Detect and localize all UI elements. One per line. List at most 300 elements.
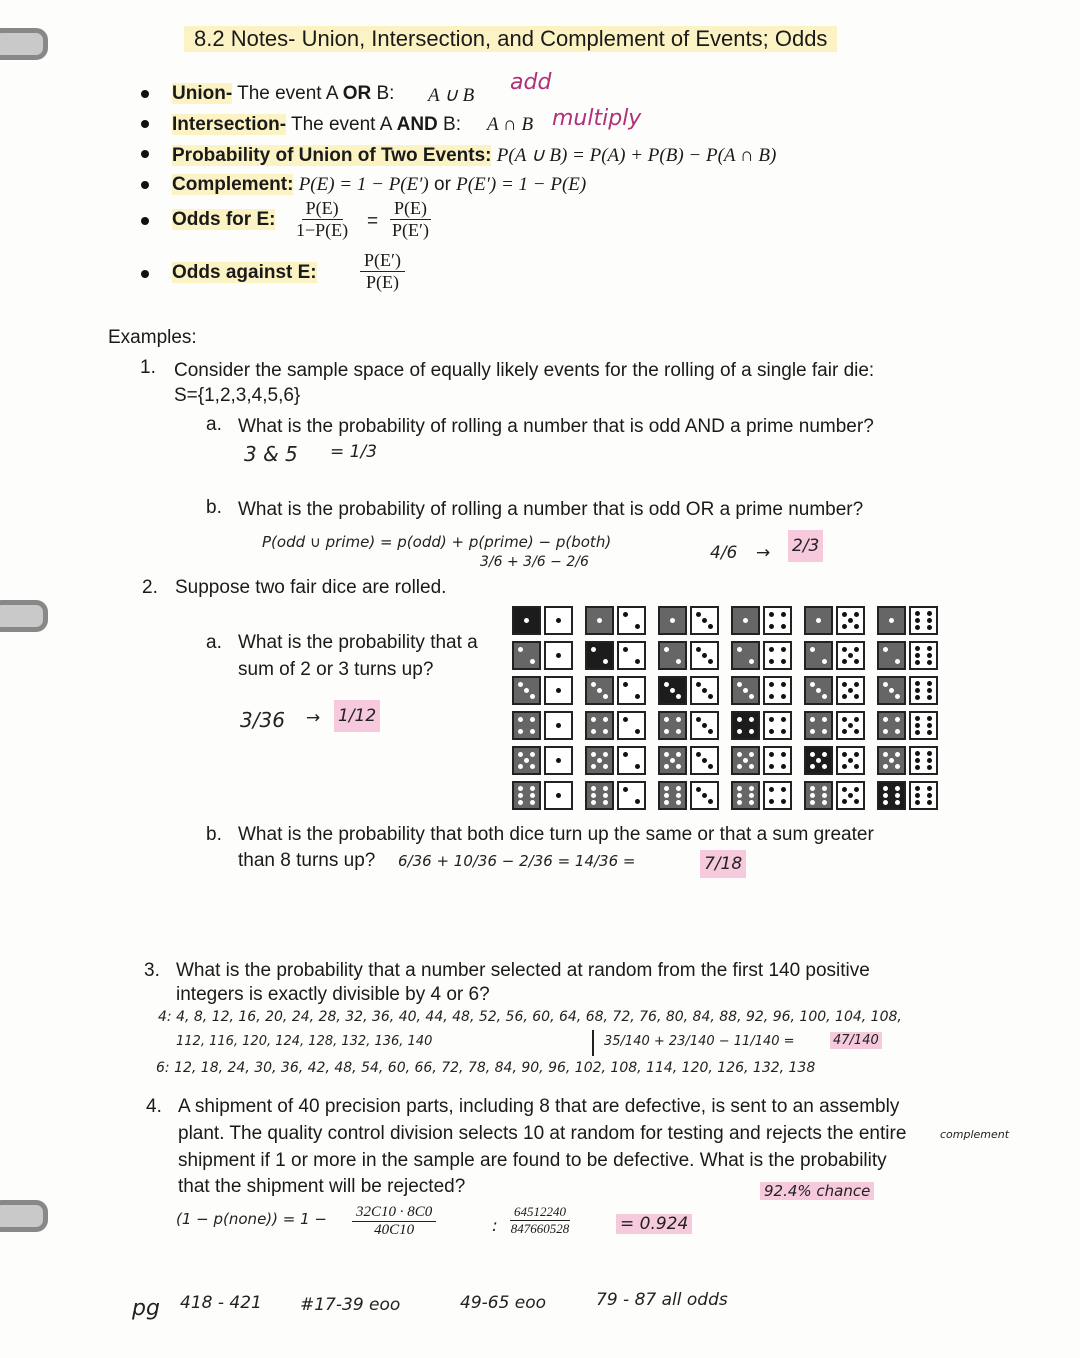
die-face-3 (690, 746, 719, 775)
pip (927, 618, 932, 623)
dice-pair (658, 781, 726, 811)
die-face-1 (658, 606, 687, 635)
pip (883, 800, 888, 805)
question-number: 4. (146, 1096, 162, 1117)
dice-pair (731, 641, 799, 671)
pip (664, 647, 669, 652)
pip (781, 612, 786, 617)
die-face-2 (512, 641, 541, 670)
pip (842, 659, 847, 664)
dice-pair (658, 746, 726, 776)
pip (895, 800, 900, 805)
union-probability: Probability of Union of Two Events: P(A ∪ B) = P(A) + P(B) − P(A ∩ B) (172, 145, 777, 166)
final-answer: 47/140 (830, 1032, 882, 1049)
pip (927, 723, 932, 728)
odds-against-label: Odds against E: (172, 262, 317, 283)
pip (530, 694, 535, 699)
pip (769, 799, 774, 804)
pip (822, 694, 827, 699)
pip (927, 681, 932, 686)
pip (676, 764, 681, 769)
bullet (141, 120, 149, 128)
die-face-2 (617, 711, 646, 740)
pip (603, 764, 608, 769)
pip (676, 694, 681, 699)
pip (556, 793, 561, 798)
pip (810, 717, 815, 722)
pip (810, 764, 815, 769)
die-face-3 (658, 676, 687, 705)
handwritten-work: 3 & 5 (244, 442, 298, 466)
dice-pair (585, 606, 653, 636)
dice-pair (585, 676, 653, 706)
die-face-4 (585, 711, 614, 740)
die-face-6 (909, 746, 938, 775)
pip (883, 793, 888, 798)
pip (591, 786, 596, 791)
pip (895, 764, 900, 769)
pip (664, 752, 669, 757)
pip (889, 758, 894, 763)
pip (927, 625, 932, 630)
die-face-1 (731, 606, 760, 635)
pip (810, 786, 815, 791)
die-face-4 (804, 711, 833, 740)
pip (854, 799, 859, 804)
die-face-5 (836, 641, 865, 670)
die-face-5 (804, 746, 833, 775)
dice-pair (512, 606, 580, 636)
pip (842, 694, 847, 699)
pip (664, 682, 669, 687)
dice-pair (877, 711, 945, 741)
calc-divider (592, 1030, 594, 1056)
die-face-3 (804, 676, 833, 705)
pip (883, 717, 888, 722)
dice-pair (731, 676, 799, 706)
pip (822, 659, 827, 664)
pip (676, 800, 681, 805)
examples-heading: Examples: (108, 327, 197, 348)
pip (816, 618, 821, 623)
question-3-text: integers is exactly divisible by 4 or 6? (176, 984, 490, 1005)
pip (781, 624, 786, 629)
pip (696, 612, 701, 617)
pip (854, 694, 859, 699)
dice-pair (877, 641, 945, 671)
pip (883, 647, 888, 652)
pip (556, 688, 561, 693)
pip (696, 647, 701, 652)
pip (591, 793, 596, 798)
pip (664, 717, 669, 722)
pip (749, 752, 754, 757)
pip (623, 717, 628, 722)
dice-pair (731, 781, 799, 811)
pip (670, 688, 675, 693)
die-face-3 (877, 676, 906, 705)
pip (696, 717, 701, 722)
pip (915, 786, 920, 791)
pip (895, 659, 900, 664)
pip (635, 729, 640, 734)
die-face-2 (658, 641, 687, 670)
pip (895, 752, 900, 757)
pip (591, 752, 596, 757)
pip (842, 647, 847, 652)
pip (556, 758, 561, 763)
die-face-5 (836, 711, 865, 740)
pip (781, 717, 786, 722)
pip (676, 752, 681, 757)
pip (927, 611, 932, 616)
dice-pair (658, 676, 726, 706)
pip (810, 752, 815, 757)
die-face-6 (909, 676, 938, 705)
pip (635, 659, 640, 664)
pip (915, 758, 920, 763)
pip (749, 786, 754, 791)
pip (883, 682, 888, 687)
pip (524, 688, 529, 693)
dice-pair (658, 711, 726, 741)
pip (623, 682, 628, 687)
bullet (141, 217, 149, 225)
odds-against-fraction: $\frac{P(E')}{P(E)}$ (360, 250, 405, 293)
homework-pages: 418 - 421 (180, 1293, 262, 1313)
pip (603, 729, 608, 734)
die-face-5 (836, 781, 865, 810)
pip (848, 793, 853, 798)
pip (915, 681, 920, 686)
pip (781, 694, 786, 699)
percent-answer: 92.4% chance (760, 1182, 874, 1200)
homework-problems: 79 - 87 all odds (596, 1290, 728, 1310)
question-4-text: A shipment of 40 precision parts, including 8 that are defective, is sent to an assembly (178, 1096, 900, 1117)
pip (749, 764, 754, 769)
pip (810, 647, 815, 652)
pip (915, 625, 920, 630)
die-face-5 (585, 746, 614, 775)
pip (769, 787, 774, 792)
pip (591, 682, 596, 687)
die-face-4 (877, 711, 906, 740)
pip (696, 752, 701, 757)
die-face-4 (763, 711, 792, 740)
pip (842, 764, 847, 769)
die-face-3 (690, 676, 719, 705)
pip (842, 717, 847, 722)
pip (848, 723, 853, 728)
pip (769, 752, 774, 757)
die-face-6 (731, 781, 760, 810)
pip (927, 646, 932, 651)
die-face-5 (658, 746, 687, 775)
pip (676, 793, 681, 798)
pip (603, 694, 608, 699)
pip (781, 752, 786, 757)
final-answer: 7/18 (700, 850, 746, 878)
die-face-1 (804, 606, 833, 635)
pip (769, 682, 774, 687)
question-2a-text: What is the probability that a (238, 632, 478, 653)
pip (676, 786, 681, 791)
pip (915, 688, 920, 693)
pip (518, 729, 523, 734)
die-face-2 (585, 641, 614, 670)
pip (769, 612, 774, 617)
pip (603, 786, 608, 791)
die-face-2 (731, 641, 760, 670)
dice-pair (512, 781, 580, 811)
pip (676, 729, 681, 734)
multiples-of-4: 4: 4, 8, 12, 16, 20, 24, 28, 32, 36, 40, 44, 48, 52, 56, 60, 64, 68, 72, 76, 80, 84, 88, 92, 96, 100, 104, 108, (158, 1009, 902, 1025)
dice-pair (585, 641, 653, 671)
pip (895, 694, 900, 699)
die-face-4 (763, 746, 792, 775)
die-face-2 (877, 641, 906, 670)
pip (769, 694, 774, 699)
pip (822, 793, 827, 798)
pip (664, 800, 669, 805)
pip (927, 695, 932, 700)
dice-pair (731, 606, 799, 636)
die-face-5 (836, 676, 865, 705)
pip (810, 682, 815, 687)
handwritten-work: (1 − p(none)) = 1 − (176, 1210, 327, 1228)
pip (927, 751, 932, 756)
pip (915, 611, 920, 616)
pip (883, 752, 888, 757)
pip (530, 717, 535, 722)
pip (927, 653, 932, 658)
pip (591, 800, 596, 805)
pip (530, 764, 535, 769)
pip (749, 659, 754, 664)
homework-problems: 49-65 eoo (460, 1293, 547, 1313)
dice-pair (804, 641, 872, 671)
pip (749, 717, 754, 722)
pip (854, 659, 859, 664)
pip (769, 764, 774, 769)
die-face-1 (544, 641, 573, 670)
bullet (141, 90, 149, 98)
die-face-6 (909, 641, 938, 670)
die-face-2 (617, 746, 646, 775)
die-face-5 (836, 746, 865, 775)
pip (810, 793, 815, 798)
pip (556, 723, 561, 728)
pip (702, 618, 707, 623)
odds-for-fraction-1: $\frac{P(E)}{1-P(E)}$ (296, 198, 349, 240)
binder-ring (0, 1200, 48, 1232)
pip (518, 647, 523, 652)
pip (743, 758, 748, 763)
die-face-1 (544, 711, 573, 740)
pip (816, 758, 821, 763)
numeric-fraction: $\frac{64512240}{847660528}$ (510, 1204, 570, 1236)
arrow: → (756, 543, 771, 563)
dice-pair (512, 676, 580, 706)
pip (915, 716, 920, 721)
question-number: 2. (142, 577, 158, 598)
final-answer: 1/12 (334, 700, 380, 732)
dice-pair (512, 711, 580, 741)
pip (915, 800, 920, 805)
pip (737, 682, 742, 687)
pip (708, 729, 713, 734)
pip (737, 717, 742, 722)
pip (769, 624, 774, 629)
pip (842, 799, 847, 804)
pip (749, 694, 754, 699)
die-face-3 (690, 641, 719, 670)
handwritten-work: 3/6 + 3/6 − 2/6 (480, 554, 589, 570)
pip (603, 793, 608, 798)
pip (623, 647, 628, 652)
die-face-3 (690, 711, 719, 740)
pip (702, 723, 707, 728)
pip (915, 765, 920, 770)
question-4-text: shipment if 1 or more in the sample are found to be defective. What is the probability (178, 1150, 887, 1171)
die-face-5 (877, 746, 906, 775)
complement-rule: Complement: P(E) = 1 − P(E′) or P(E′) = 1 − P(E) (172, 174, 587, 195)
pip (842, 787, 847, 792)
dice-pair (512, 746, 580, 776)
die-face-4 (763, 781, 792, 810)
pip (743, 618, 748, 623)
pip (670, 758, 675, 763)
bullet (141, 270, 149, 278)
pip (848, 653, 853, 658)
die-face-3 (512, 676, 541, 705)
pip (769, 729, 774, 734)
pip (895, 786, 900, 791)
pip (702, 793, 707, 798)
die-face-6 (877, 781, 906, 810)
dice-pair (585, 746, 653, 776)
bullet (141, 181, 149, 189)
handwritten-work: P(odd ∪ prime) = p(odd) + p(prime) − p(both) (262, 533, 612, 551)
dice-pair (585, 711, 653, 741)
pip (915, 618, 920, 623)
pip (518, 800, 523, 805)
pip (708, 659, 713, 664)
dice-pair (877, 606, 945, 636)
pip (822, 752, 827, 757)
equals-sign: = (367, 211, 379, 232)
die-face-6 (585, 781, 614, 810)
pip (603, 659, 608, 664)
pip (842, 682, 847, 687)
pip (915, 793, 920, 798)
pip (854, 764, 859, 769)
dice-pair (877, 746, 945, 776)
handwritten-work: 6/36 + 10/36 − 2/36 = 14/36 = (398, 852, 636, 870)
question-2-text: Suppose two fair dice are rolled. (175, 577, 447, 598)
question-1-text: Consider the sample space of equally likely events for the rolling of a single fair die: (174, 360, 875, 381)
pip (915, 660, 920, 665)
die-face-1 (585, 606, 614, 635)
pip (842, 624, 847, 629)
pip (749, 800, 754, 805)
dice-pair (804, 781, 872, 811)
die-face-5 (836, 606, 865, 635)
pip (530, 729, 535, 734)
combination-fraction: $\frac{32C10 \cdot 8C0}{40C10}$ (352, 1204, 436, 1239)
pip (854, 752, 859, 757)
pip (556, 653, 561, 658)
pip (854, 717, 859, 722)
die-face-5 (512, 746, 541, 775)
pip (915, 751, 920, 756)
pip (702, 758, 707, 763)
pip (842, 729, 847, 734)
pip (518, 793, 523, 798)
die-face-3 (690, 606, 719, 635)
pip (737, 786, 742, 791)
pip (822, 717, 827, 722)
question-1b-text: What is the probability of rolling a number that is odd OR a prime number? (238, 499, 864, 520)
pip (737, 752, 742, 757)
pip (737, 793, 742, 798)
dice-pair (731, 746, 799, 776)
pip (749, 729, 754, 734)
question-2b-text: than 8 turns up? (238, 850, 376, 871)
die-face-1 (544, 781, 573, 810)
question-number: 3. (144, 960, 160, 981)
question-number: 1. (140, 357, 156, 378)
intersection-symbol: A ∩ B (487, 114, 534, 135)
pip (597, 758, 602, 763)
pip (664, 793, 669, 798)
pip (708, 624, 713, 629)
die-face-2 (617, 606, 646, 635)
dice-pair (877, 781, 945, 811)
dice-pair (658, 606, 726, 636)
pip (889, 618, 894, 623)
dice-pair (585, 781, 653, 811)
pip (854, 682, 859, 687)
pip (635, 694, 640, 699)
pip (883, 786, 888, 791)
odds-for-fraction-2: $\frac{P(E)}{P(E')}$ (390, 198, 431, 241)
part-letter: b. (206, 497, 222, 518)
pip (883, 729, 888, 734)
pip (781, 787, 786, 792)
pip (915, 695, 920, 700)
pip (816, 688, 821, 693)
union-symbol: A ∪ B (428, 85, 475, 106)
handwritten-work: 3/36 (240, 708, 285, 732)
pip (842, 752, 847, 757)
arrow: → (306, 708, 321, 728)
pip (708, 799, 713, 804)
pip (530, 800, 535, 805)
pip (635, 624, 640, 629)
die-face-5 (731, 746, 760, 775)
pip (769, 659, 774, 664)
binder-ring (0, 28, 48, 60)
pip (915, 653, 920, 658)
pip (781, 659, 786, 664)
question-2a-text: sum of 2 or 3 turns up? (238, 659, 434, 680)
pip (822, 729, 827, 734)
pip (927, 793, 932, 798)
die-face-2 (617, 676, 646, 705)
pip (854, 787, 859, 792)
pip (518, 717, 523, 722)
